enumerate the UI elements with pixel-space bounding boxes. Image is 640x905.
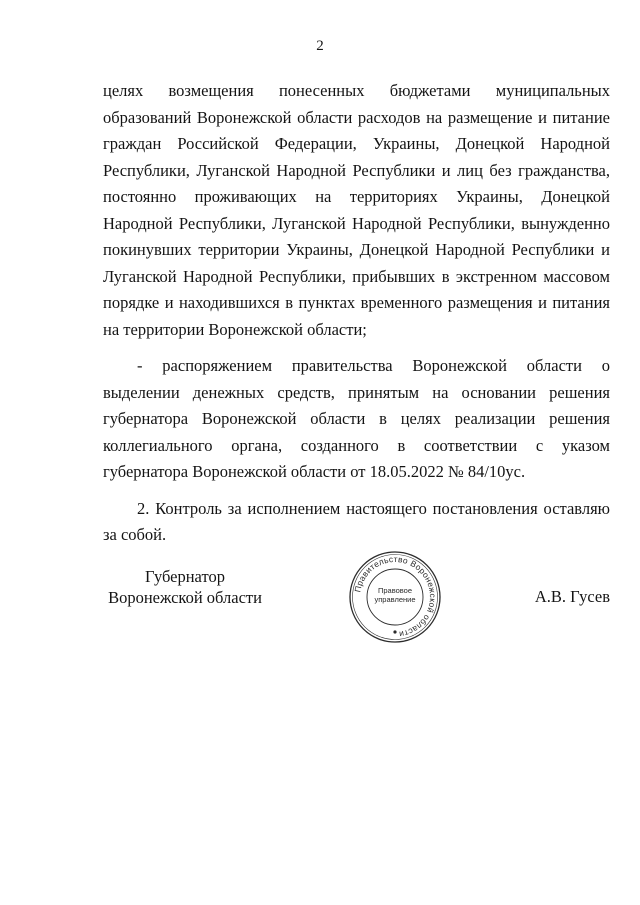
document-body bbox=[103, 78, 610, 549]
seal-inner-line2: управление bbox=[374, 595, 416, 604]
signatory-name: А.В. Гусев bbox=[534, 587, 610, 606]
seal-inner-line1: Правовое bbox=[377, 586, 413, 595]
signatory-title bbox=[105, 566, 265, 608]
official-seal bbox=[348, 550, 442, 644]
paragraph-control-clause: 2. Контроль за исполнением настоящего постановления оставляю за собой. bbox=[103, 498, 610, 544]
signatory-title-line1: Губернатор bbox=[145, 567, 225, 586]
page-number: 2 bbox=[316, 38, 324, 54]
paragraph-order-item: - распоряжением правительства Воронежской области о выделении денежных средств, принятым на основании решения губернатора Воронежской области в целях реализации решения коллегиального органа, созданного в соответствии с указом губернатора Воронежской области от 18.05.2022 № 84/10ус. bbox=[103, 356, 610, 481]
seal-ring-text: Правительство Воронежской области bbox=[352, 553, 439, 640]
paragraph-continuation: целях возмещения понесенных бюджетами муниципальных образований Воронежской области расходов на размещение и питание граждан Российской Федерации, Украины, Донецкой Народной Республики, Луганской Народной Республики и лиц без гражданства, постоянно проживающих на территориях Украины, Донецкой Народной Республики, Луганской Народной Республики, вынужденно покинувших территории Украины, Донецкой Народной Республики и Луганской Народной Республики, прибывших в экстренном массовом порядке и находившихся в пунктах временного размещения и питания на территории Воронежской области; bbox=[103, 81, 610, 339]
seal-inner-text bbox=[366, 586, 424, 604]
signatory-title-line2: Воронежской области bbox=[108, 588, 262, 607]
signature-block bbox=[0, 548, 640, 638]
